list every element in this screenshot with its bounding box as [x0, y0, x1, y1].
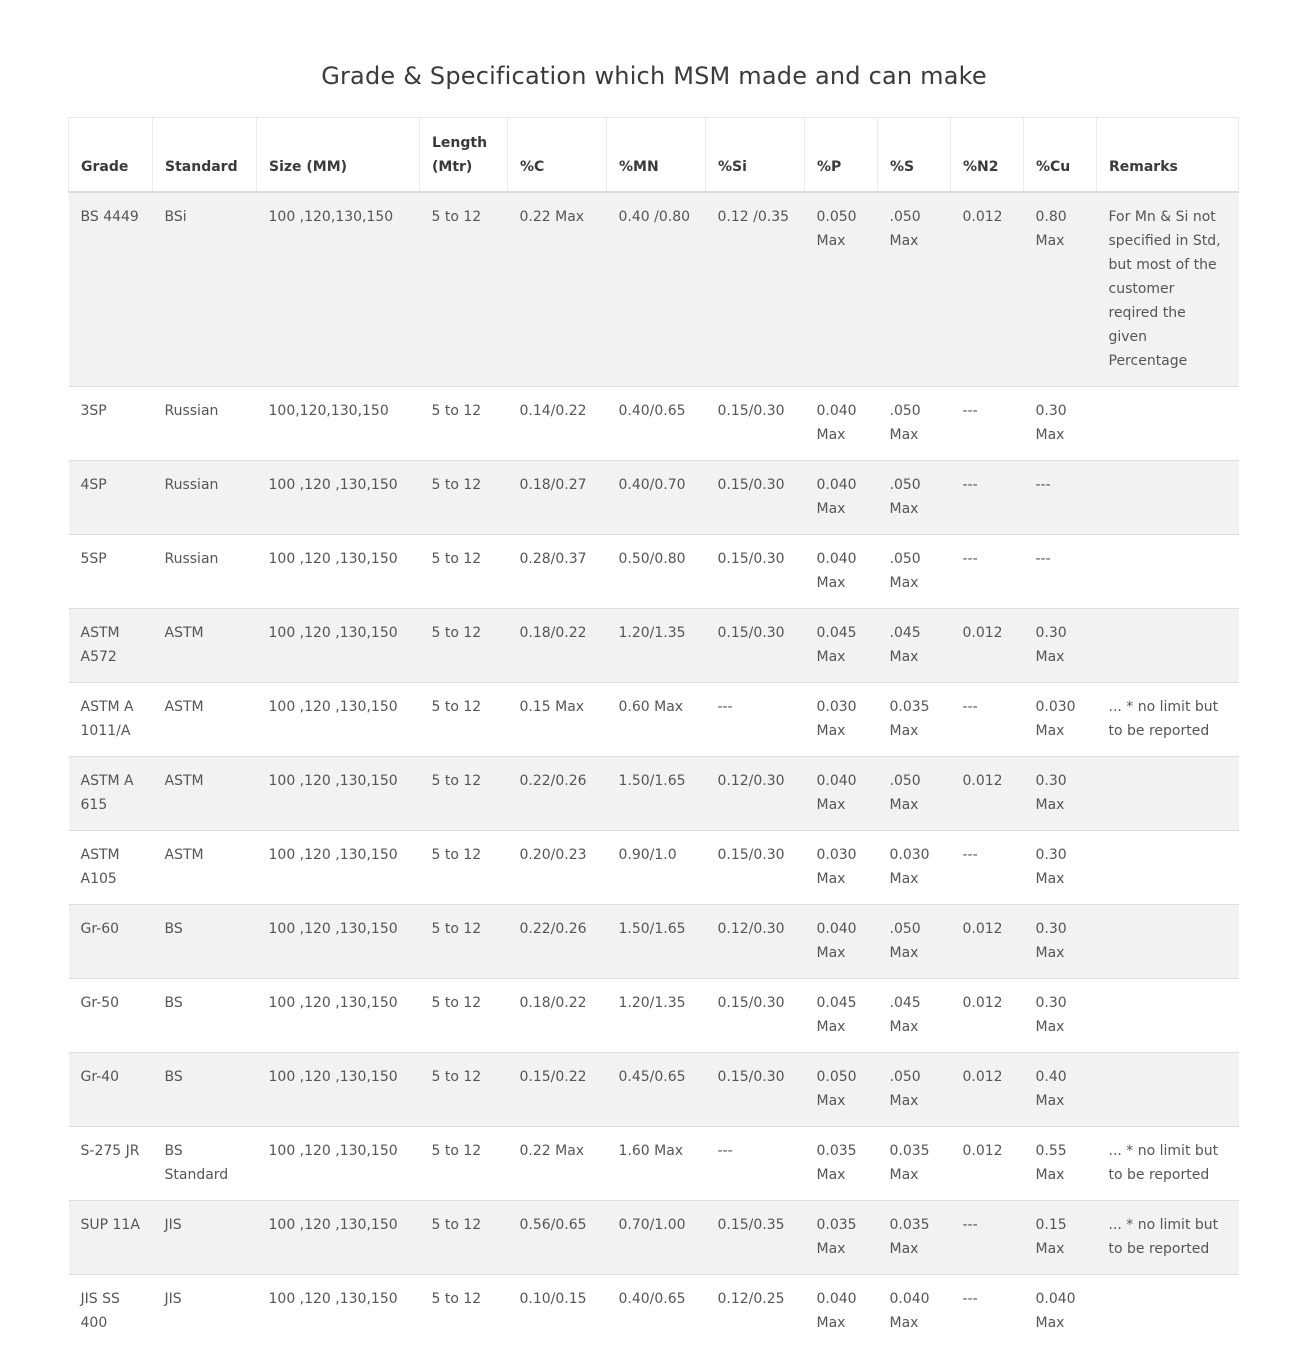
- cell-c: 0.14/0.22: [508, 387, 607, 461]
- cell-si: 0.15/0.30: [706, 461, 805, 535]
- cell-s: 0.035 Max: [878, 1127, 951, 1201]
- header-mn: %MN: [607, 118, 706, 193]
- cell-cu: ---: [1024, 535, 1097, 609]
- cell-p: 0.045 Max: [805, 609, 878, 683]
- header-remarks: Remarks: [1097, 118, 1239, 193]
- cell-n2: 0.012: [951, 609, 1024, 683]
- cell-size: 100 ,120 ,130,150: [257, 905, 420, 979]
- cell-cu: 0.30 Max: [1024, 979, 1097, 1053]
- cell-standard: ASTM: [153, 757, 257, 831]
- header-n2: %N2: [951, 118, 1024, 193]
- cell-size: 100 ,120 ,130,150: [257, 1127, 420, 1201]
- cell-si: 0.15/0.30: [706, 535, 805, 609]
- cell-mn: 0.40 /0.80: [607, 192, 706, 387]
- cell-grade: Gr-60: [69, 905, 153, 979]
- cell-grade: 4SP: [69, 461, 153, 535]
- cell-s: 0.035 Max: [878, 1201, 951, 1275]
- cell-cu: 0.30 Max: [1024, 387, 1097, 461]
- table-row: [69, 609, 1239, 683]
- cell-mn: 0.45/0.65: [607, 1053, 706, 1127]
- table-row: [69, 1201, 1239, 1275]
- cell-standard: BS: [153, 979, 257, 1053]
- cell-standard: Russian: [153, 387, 257, 461]
- cell-s: .050 Max: [878, 1053, 951, 1127]
- cell-s: 0.035 Max: [878, 683, 951, 757]
- cell-n2: 0.012: [951, 192, 1024, 387]
- cell-mn: 0.50/0.80: [607, 535, 706, 609]
- header-p: %P: [805, 118, 878, 193]
- header-grade: Grade: [69, 118, 153, 193]
- cell-n2: 0.012: [951, 1127, 1024, 1201]
- cell-length: 5 to 12: [420, 609, 508, 683]
- cell-s: .045 Max: [878, 979, 951, 1053]
- table-row: [69, 979, 1239, 1053]
- cell-s: .045 Max: [878, 609, 951, 683]
- cell-grade: SUP 11A: [69, 1201, 153, 1275]
- cell-grade: JIS SS 400: [80, 1291, 120, 1331]
- cell-p: 0.035 Max: [805, 1127, 878, 1201]
- cell-c: 0.18/0.27: [508, 461, 607, 535]
- cell-length: 5 to 12: [420, 831, 508, 905]
- header-row: [69, 118, 1239, 193]
- cell-c: 0.18/0.22: [508, 609, 607, 683]
- cell-size: 100 ,120 ,130,150: [257, 831, 420, 905]
- header-si: %Si: [706, 118, 805, 193]
- header-length: Length (Mtr): [420, 118, 508, 193]
- cell-cu: 0.30 Max: [1024, 609, 1097, 683]
- cell-si: 0.12/0.30: [706, 757, 805, 831]
- page-title: Grade & Specification which MSM made and can make: [321, 62, 987, 91]
- cell-length: 5 to 12: [420, 1127, 508, 1201]
- cell-grade: ASTM A 615: [69, 757, 153, 831]
- table-row: [69, 905, 1239, 979]
- cell-si: 0.15/0.30: [706, 387, 805, 461]
- cell-p: 0.040 Max: [805, 905, 878, 979]
- table-row: [69, 1127, 1239, 1201]
- cell-cu: ---: [1024, 461, 1097, 535]
- table-row: [69, 757, 1239, 831]
- cell-standard: BS: [153, 905, 257, 979]
- cell-c: 0.15 Max: [508, 683, 607, 757]
- cell-n2: ---: [951, 461, 1024, 535]
- cell-size: 100 ,120 ,130,150: [268, 1291, 398, 1307]
- cell-remarks: [1097, 1275, 1239, 1349]
- cell-length: 5 to 12: [420, 979, 508, 1053]
- cell-p: 0.045 Max: [805, 979, 878, 1053]
- cell-p: 0.050 Max: [805, 1053, 878, 1127]
- cell-cu: 0.40 Max: [1024, 1053, 1097, 1127]
- table-row: [69, 387, 1239, 461]
- cell-mn: 0.40/0.70: [607, 461, 706, 535]
- cell-length: 5 to 12: [420, 683, 508, 757]
- cell-c: 0.22/0.26: [508, 757, 607, 831]
- header-size: Size (MM): [257, 118, 420, 193]
- cell-size: 100 ,120 ,130,150: [257, 757, 420, 831]
- cell-standard: BS Standard: [153, 1127, 257, 1201]
- cell-n2: ---: [951, 1201, 1024, 1275]
- cell-standard: BSi: [153, 192, 257, 387]
- cell-mn: 1.60 Max: [607, 1127, 706, 1201]
- cell-remarks: [1097, 1053, 1239, 1127]
- cell-p: 0.050 Max: [805, 192, 878, 387]
- cell-length: 5 to 12: [431, 1291, 482, 1307]
- cell-mn: 0.60 Max: [607, 683, 706, 757]
- cell-si: 0.15/0.30: [706, 1053, 805, 1127]
- cell-grade: Gr-40: [69, 1053, 153, 1127]
- cell-standard: ASTM: [153, 609, 257, 683]
- cell-p: 0.040 Max: [805, 461, 878, 535]
- cell-remarks: [1097, 831, 1239, 905]
- cell-length: 5 to 12: [420, 387, 508, 461]
- cell-remarks: ... * no limit but to be reported: [1097, 1127, 1239, 1201]
- cell-s: .050 Max: [878, 535, 951, 609]
- cell-cu: 0.030 Max: [1024, 683, 1097, 757]
- cell-remarks: ... * no limit but to be reported: [1097, 1201, 1239, 1275]
- table-row: [69, 192, 1239, 387]
- header-cu: %Cu: [1024, 118, 1097, 193]
- cell-standard: JIS: [164, 1291, 182, 1307]
- cell-grade: 3SP: [69, 387, 153, 461]
- cell-c: 0.56/0.65: [508, 1201, 607, 1275]
- cell-n2: 0.012: [951, 905, 1024, 979]
- cell-p: 0.040 Max: [805, 757, 878, 831]
- cell-grade: 5SP: [69, 535, 153, 609]
- cell-grade: ASTM A 1011/A: [69, 683, 153, 757]
- cell-c: 0.22 Max: [508, 192, 607, 387]
- cell-si: ---: [706, 1127, 805, 1201]
- table-row: [69, 1053, 1239, 1127]
- table-row: [69, 1275, 1239, 1349]
- header-s: %S: [878, 118, 951, 193]
- cell-mn: 0.40/0.65: [607, 387, 706, 461]
- cell-p: 0.030 Max: [805, 683, 878, 757]
- cell-remarks: [1097, 979, 1239, 1053]
- cell-s: 0.040 Max: [889, 1291, 930, 1331]
- cell-remarks: [1097, 609, 1239, 683]
- cell-size: 100,120,130,150: [257, 387, 420, 461]
- cell-n2: ---: [951, 831, 1024, 905]
- cell-standard: ASTM: [153, 683, 257, 757]
- table-row: [69, 683, 1239, 757]
- cell-size: 100 ,120 ,130,150: [257, 535, 420, 609]
- cell-si: 0.12 /0.35: [706, 192, 805, 387]
- cell-standard: ASTM: [153, 831, 257, 905]
- cell-p: 0.040 Max: [816, 1291, 857, 1331]
- grade-spec-table: [68, 117, 1239, 1348]
- cell-standard: Russian: [153, 535, 257, 609]
- cell-cu: 0.30 Max: [1024, 757, 1097, 831]
- cell-p: 0.030 Max: [805, 831, 878, 905]
- cell-size: 100 ,120 ,130,150: [257, 979, 420, 1053]
- cell-remarks: [1097, 757, 1239, 831]
- cell-standard: JIS: [153, 1201, 257, 1275]
- table-body: [69, 192, 1239, 1348]
- cell-size: 100 ,120 ,130,150: [257, 683, 420, 757]
- cell-size: 100 ,120 ,130,150: [257, 461, 420, 535]
- cell-grade: Gr-50: [69, 979, 153, 1053]
- table-row: [69, 831, 1239, 905]
- cell-si: 0.12/0.30: [706, 905, 805, 979]
- cell-c: 0.15/0.22: [508, 1053, 607, 1127]
- cell-length: 5 to 12: [420, 1053, 508, 1127]
- cell-grade: ASTM A105: [69, 831, 153, 905]
- cell-mn: 1.50/1.65: [607, 905, 706, 979]
- cell-mn: 0.90/1.0: [607, 831, 706, 905]
- cell-c: 0.18/0.22: [508, 979, 607, 1053]
- cell-mn: 1.20/1.35: [607, 609, 706, 683]
- cell-si: 0.15/0.30: [706, 609, 805, 683]
- cell-grade: BS 4449: [69, 192, 153, 387]
- header-standard: Standard: [153, 118, 257, 193]
- cell-si: 0.15/0.30: [706, 979, 805, 1053]
- cell-n2: ---: [951, 683, 1024, 757]
- cell-s: 0.030 Max: [878, 831, 951, 905]
- cell-remarks: [1097, 905, 1239, 979]
- cell-cu: 0.15 Max: [1024, 1201, 1097, 1275]
- cell-grade: S-275 JR: [69, 1127, 153, 1201]
- cell-n2: 0.012: [951, 979, 1024, 1053]
- cell-si: 0.15/0.35: [706, 1201, 805, 1275]
- cell-s: .050 Max: [878, 757, 951, 831]
- cell-length: 5 to 12: [420, 757, 508, 831]
- cell-length: 5 to 12: [420, 1201, 508, 1275]
- header-c: %C: [508, 118, 607, 193]
- table-row: [69, 535, 1239, 609]
- cell-size: 100 ,120 ,130,150: [257, 1053, 420, 1127]
- cell-length: 5 to 12: [420, 535, 508, 609]
- cell-cu: 0.30 Max: [1024, 831, 1097, 905]
- cell-p: 0.040 Max: [805, 387, 878, 461]
- cell-n2: ---: [951, 535, 1024, 609]
- cell-p: 0.040 Max: [805, 535, 878, 609]
- cell-mn: 0.40/0.65: [618, 1291, 686, 1307]
- cell-mn: 1.50/1.65: [607, 757, 706, 831]
- cell-mn: 1.20/1.35: [607, 979, 706, 1053]
- cell-p: 0.035 Max: [805, 1201, 878, 1275]
- cell-c: 0.10/0.15: [519, 1291, 587, 1307]
- cell-n2: ---: [962, 1291, 978, 1307]
- cell-cu: 0.55 Max: [1024, 1127, 1097, 1201]
- cell-cu: 0.80 Max: [1024, 192, 1097, 387]
- table-header: [69, 118, 1239, 193]
- cell-si: 0.15/0.30: [706, 831, 805, 905]
- cell-s: .050 Max: [878, 387, 951, 461]
- cell-n2: ---: [951, 387, 1024, 461]
- cell-cu: 0.30 Max: [1024, 905, 1097, 979]
- cell-size: 100 ,120 ,130,150: [257, 609, 420, 683]
- cell-c: 0.20/0.23: [508, 831, 607, 905]
- cell-remarks: ... * no limit but to be reported: [1097, 683, 1239, 757]
- cell-length: 5 to 12: [420, 192, 508, 387]
- cell-c: 0.28/0.37: [508, 535, 607, 609]
- cell-size: 100 ,120 ,130,150: [257, 1201, 420, 1275]
- cell-remarks: [1097, 461, 1239, 535]
- cell-n2: 0.012: [951, 757, 1024, 831]
- cell-length: 5 to 12: [420, 905, 508, 979]
- cell-si: ---: [706, 683, 805, 757]
- cell-remarks: [1097, 535, 1239, 609]
- cell-length: 5 to 12: [420, 461, 508, 535]
- table-row: [69, 461, 1239, 535]
- cell-n2: 0.012: [951, 1053, 1024, 1127]
- cell-c: 0.22/0.26: [508, 905, 607, 979]
- cell-standard: BS: [153, 1053, 257, 1127]
- cell-s: .050 Max: [878, 461, 951, 535]
- cell-grade: ASTM A572: [69, 609, 153, 683]
- cell-mn: 0.70/1.00: [607, 1201, 706, 1275]
- cell-remarks: [1097, 387, 1239, 461]
- cell-standard: Russian: [153, 461, 257, 535]
- cell-size: 100 ,120,130,150: [257, 192, 420, 387]
- cell-c: 0.22 Max: [508, 1127, 607, 1201]
- cell-cu: 0.040 Max: [1035, 1291, 1076, 1331]
- cell-s: .050 Max: [878, 192, 951, 387]
- cell-remarks: For Mn & Si not specified in Std, but most of the customer reqired the given Percentage: [1097, 192, 1239, 387]
- cell-si: 0.12/0.25: [717, 1291, 785, 1307]
- cell-s: .050 Max: [878, 905, 951, 979]
